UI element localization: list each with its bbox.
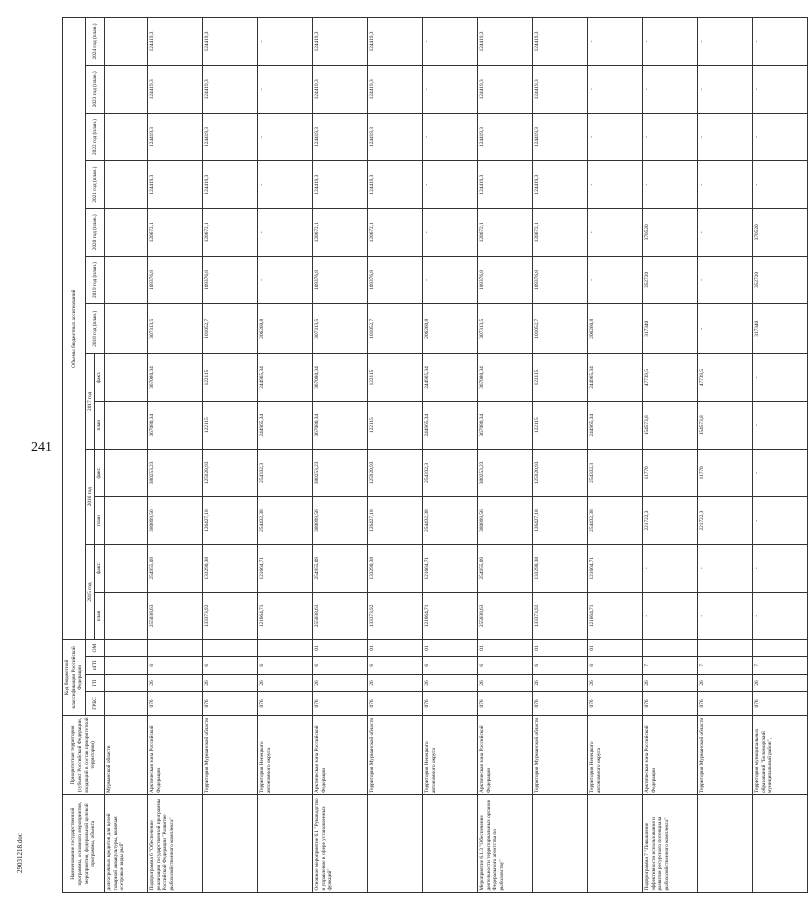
cell-gp: 26 [698, 674, 753, 692]
cell-y2020: 120672,1 [478, 208, 533, 256]
cell-f2016: 380253,23 [478, 449, 533, 497]
header-2019: 2019 год (план.) [85, 256, 104, 304]
cell-p2016: - [753, 497, 808, 545]
cell-f2015: 133290,38 [533, 544, 588, 592]
cell-om: 01 [533, 640, 588, 657]
cell-y2020: - [588, 208, 643, 256]
cell-name: Подпрограмма 6 "Обеспечение реализации государственной программы Российской Федерации "Развитие рыбохозяйственного комплекса" [148, 795, 203, 893]
cell-p2015: 255038,63 [478, 592, 533, 640]
cell-y2022: - [753, 113, 808, 161]
cell-grbs: 076 [368, 692, 423, 715]
header-territory: Приоритетная территория (субъект Российской Федерации, входящий в состав приоритетной территории) [63, 715, 105, 795]
cell-y2020 [105, 208, 148, 256]
cell-name [258, 795, 313, 893]
cell-y2019: - [423, 256, 478, 304]
table-row [368, 18, 423, 893]
cell-f2015: 254955,09 [148, 544, 203, 592]
cell-gp: 26 [203, 674, 258, 692]
cell-y2023: - [423, 65, 478, 113]
cell-om: 01 [478, 640, 533, 657]
cell-y2022 [105, 113, 148, 161]
cell-y2023: - [643, 65, 698, 113]
cell-om [203, 640, 258, 657]
cell-gp: 26 [643, 674, 698, 692]
cell-f2016: 254332,3 [258, 449, 313, 497]
cell-om [698, 640, 753, 657]
cell-pgp: 6 [313, 656, 368, 674]
cell-y2020: 120672,1 [368, 208, 423, 256]
cell-pgp: 7 [698, 656, 753, 674]
cell-y2022: 124419,3 [313, 113, 368, 161]
cell-f2016: 254332,3 [423, 449, 478, 497]
cell-f2017 [105, 354, 148, 402]
cell-p2016: 126427,18 [203, 497, 258, 545]
cell-pgp: 6 [203, 656, 258, 674]
cell-p2016: 254432,38 [258, 497, 313, 545]
cell-p2015: 133373,92 [368, 592, 423, 640]
cell-om [753, 640, 808, 657]
cell-f2017: 367080,34 [148, 354, 203, 402]
cell-p2017: 244965,34 [423, 401, 478, 449]
cell-y2023: - [258, 65, 313, 113]
cell-p2017: 122115 [533, 401, 588, 449]
cell-p2016: 126427,18 [533, 497, 588, 545]
cell-f2017: 367080,34 [313, 354, 368, 402]
cell-pgp: 6 [533, 656, 588, 674]
cell-grbs [105, 692, 148, 715]
cell-y2018: 206260,8 [588, 304, 643, 354]
header-2017-plan: план [95, 401, 105, 449]
cell-y2018: 206260,8 [423, 304, 478, 354]
cell-territory: Территория Мурманской области [533, 715, 588, 795]
cell-y2018: 307313,5 [148, 304, 203, 354]
cell-y2023: - [753, 65, 808, 113]
cell-p2017: 122115 [368, 401, 423, 449]
cell-gp: 26 [423, 674, 478, 692]
cell-y2023: 124419,3 [313, 65, 368, 113]
table-row [698, 18, 753, 893]
table-body [105, 18, 808, 893]
cell-f2015 [105, 544, 148, 592]
cell-y2019: 109376,8 [203, 256, 258, 304]
cell-name [423, 795, 478, 893]
cell-f2016: 380253,23 [148, 449, 203, 497]
cell-y2022: - [588, 113, 643, 161]
cell-p2015: 121664,71 [423, 592, 478, 640]
cell-y2021: 124419,3 [148, 161, 203, 209]
header-pgp: пГП [85, 656, 104, 674]
cell-om [148, 640, 203, 657]
document-id: 29031218.doc [16, 833, 24, 873]
cell-y2019: 109376,8 [478, 256, 533, 304]
cell-gp: 26 [588, 674, 643, 692]
cell-name: Основное мероприятие 6.1 "Руководство и управление в сфере установленных функций" [313, 795, 368, 893]
rotated-budget-table [62, 17, 774, 893]
header-2018: 2018 год (план.) [85, 304, 104, 354]
cell-om: 01 [423, 640, 478, 657]
cell-y2024: - [258, 18, 313, 66]
cell-p2017: 154573,8 [643, 401, 698, 449]
cell-y2021: 124419,3 [368, 161, 423, 209]
cell-f2016: 380253,23 [313, 449, 368, 497]
cell-y2018 [105, 304, 148, 354]
cell-f2016: 125920,93 [533, 449, 588, 497]
cell-f2015: - [643, 544, 698, 592]
cell-y2018: 101052,7 [203, 304, 258, 354]
cell-grbs: 076 [313, 692, 368, 715]
cell-p2015: - [753, 592, 808, 640]
cell-y2024: - [423, 18, 478, 66]
cell-f2015: - [753, 544, 808, 592]
cell-f2017: 244965,34 [423, 354, 478, 402]
cell-p2015: 255038,63 [148, 592, 203, 640]
cell-y2018: 307313,5 [313, 304, 368, 354]
cell-pgp: 6 [148, 656, 203, 674]
cell-pgp: 6 [423, 656, 478, 674]
cell-f2015: 133290,38 [368, 544, 423, 592]
cell-grbs: 076 [478, 692, 533, 715]
cell-y2020: 370520 [753, 208, 808, 256]
cell-f2016 [105, 449, 148, 497]
cell-y2021: - [698, 161, 753, 209]
cell-territory: Арктическая зона Российской Федерации [643, 715, 698, 795]
cell-y2023 [105, 65, 148, 113]
cell-p2017: 244965,34 [258, 401, 313, 449]
cell-f2017: 122115 [533, 354, 588, 402]
cell-y2019: 352720 [753, 256, 808, 304]
cell-f2017: 47739,5 [643, 354, 698, 402]
cell-y2023: 124419,3 [478, 65, 533, 113]
cell-y2022: 124419,3 [368, 113, 423, 161]
cell-grbs: 076 [203, 692, 258, 715]
cell-y2024: - [643, 18, 698, 66]
cell-pgp [105, 656, 148, 674]
cell-y2021: - [753, 161, 808, 209]
header-code-group: Код бюджетной классификации Российской Федерации [63, 640, 86, 715]
cell-p2017: 367080,34 [478, 401, 533, 449]
cell-y2020: - [423, 208, 478, 256]
cell-y2024: 124419,3 [533, 18, 588, 66]
cell-y2022: 124419,3 [148, 113, 203, 161]
cell-om: 01 [588, 640, 643, 657]
cell-y2024 [105, 18, 148, 66]
table-row [478, 18, 533, 893]
cell-f2015: 254955,09 [313, 544, 368, 592]
cell-f2015: 121664,71 [258, 544, 313, 592]
cell-name [698, 795, 753, 893]
cell-gp: 26 [478, 674, 533, 692]
header-grbs: ГРБС [85, 692, 104, 715]
header-2016-fact: факт. [95, 449, 105, 497]
table-row [588, 18, 643, 893]
cell-f2016: - [753, 449, 808, 497]
header-2023: 2023 год (план.) [85, 65, 104, 113]
cell-y2024: 124419,3 [368, 18, 423, 66]
cell-gp: 26 [368, 674, 423, 692]
cell-y2020: 120672,1 [203, 208, 258, 256]
page-number: 241 [31, 440, 52, 455]
table-row [203, 18, 258, 893]
cell-p2017: 244965,34 [588, 401, 643, 449]
cell-gp [105, 674, 148, 692]
cell-p2015: - [698, 592, 753, 640]
cell-territory: Арктическая зона Российской Федерации [148, 715, 203, 795]
cell-pgp: 6 [478, 656, 533, 674]
cell-p2016: 254432,38 [588, 497, 643, 545]
cell-y2021: - [643, 161, 698, 209]
cell-y2022: - [643, 113, 698, 161]
cell-y2024: - [698, 18, 753, 66]
cell-om [258, 640, 313, 657]
cell-gp: 26 [258, 674, 313, 692]
cell-y2019 [105, 256, 148, 304]
cell-p2016: 221722,3 [698, 497, 753, 545]
cell-grbs: 076 [643, 692, 698, 715]
cell-f2017: 47739,5 [698, 354, 753, 402]
cell-name: Подпрограмма 7 "Повышение эффективности использования и развития ресурсного потенциала рыбохозяйственного комплекса" [643, 795, 698, 893]
table-row [423, 18, 478, 893]
cell-f2016: 11770 [643, 449, 698, 497]
cell-p2015: 121664,71 [258, 592, 313, 640]
cell-territory: Территория Ненецкого автономного округа [423, 715, 478, 795]
cell-y2018: 206260,8 [258, 304, 313, 354]
cell-f2017: 367080,34 [478, 354, 533, 402]
cell-y2021: 124419,3 [478, 161, 533, 209]
cell-grbs: 076 [258, 692, 313, 715]
cell-y2022: 124419,3 [533, 113, 588, 161]
cell-name: долгосрочных кредитов для целей товарной аквакультуры, включая осетровые виды рыб" [105, 795, 148, 893]
cell-f2016: 11770 [698, 449, 753, 497]
cell-f2015: 254955,09 [478, 544, 533, 592]
cell-y2020: - [698, 208, 753, 256]
cell-y2020: 120672,1 [313, 208, 368, 256]
cell-territory: Мурманской области [105, 715, 148, 795]
cell-y2022: - [423, 113, 478, 161]
cell-pgp: 6 [588, 656, 643, 674]
cell-y2018: 101052,7 [533, 304, 588, 354]
cell-y2021: - [588, 161, 643, 209]
cell-y2023: 124419,3 [203, 65, 258, 113]
cell-gp: 26 [533, 674, 588, 692]
cell-territory: Арктическая зона Российской Федерации [478, 715, 533, 795]
cell-p2016: 380899,56 [148, 497, 203, 545]
cell-p2016 [105, 497, 148, 545]
cell-p2016: 254432,38 [423, 497, 478, 545]
table-row [533, 18, 588, 893]
table-row [148, 18, 203, 893]
header-2021: 2021 год (план.) [85, 161, 104, 209]
cell-p2015: 133373,92 [533, 592, 588, 640]
cell-name [203, 795, 258, 893]
cell-y2019: 352720 [643, 256, 698, 304]
cell-y2024: 124419,3 [148, 18, 203, 66]
cell-p2016: 126427,18 [368, 497, 423, 545]
cell-y2023: 124419,3 [148, 65, 203, 113]
cell-territory: Территория Мурманской области [698, 715, 753, 795]
cell-y2023: 124419,3 [368, 65, 423, 113]
header-budget-group: Объемы бюджетных ассигнований [63, 18, 86, 640]
cell-y2019: 109376,8 [368, 256, 423, 304]
header-2015: 2015 год [85, 544, 95, 639]
cell-y2024: - [753, 18, 808, 66]
cell-grbs: 076 [698, 692, 753, 715]
cell-y2021 [105, 161, 148, 209]
cell-p2017: 367080,34 [313, 401, 368, 449]
cell-y2024: 124419,3 [478, 18, 533, 66]
cell-om [643, 640, 698, 657]
cell-om: 01 [368, 640, 423, 657]
cell-name [533, 795, 588, 893]
cell-name [753, 795, 808, 893]
cell-y2021: - [423, 161, 478, 209]
cell-f2015: - [698, 544, 753, 592]
cell-y2018: 101052,7 [368, 304, 423, 354]
cell-y2021: 124419,3 [533, 161, 588, 209]
cell-y2022: - [698, 113, 753, 161]
cell-name: Мероприятие 6.1.3 "Обеспечение деятельности территориальных органов Федерального агентства по рыболовству" [478, 795, 533, 893]
cell-om [105, 640, 148, 657]
cell-y2018: 307313,5 [478, 304, 533, 354]
cell-p2017: 367080,34 [148, 401, 203, 449]
cell-grbs: 076 [423, 692, 478, 715]
cell-f2015: 121664,71 [588, 544, 643, 592]
table-header [63, 18, 105, 893]
table-row [105, 18, 148, 893]
cell-p2016: 380899,56 [478, 497, 533, 545]
cell-y2023: - [588, 65, 643, 113]
cell-p2016: 380899,56 [313, 497, 368, 545]
cell-gp: 26 [313, 674, 368, 692]
cell-p2015: 121664,71 [588, 592, 643, 640]
cell-pgp: 6 [368, 656, 423, 674]
cell-y2020: - [258, 208, 313, 256]
cell-p2015 [105, 592, 148, 640]
cell-grbs: 076 [753, 692, 808, 715]
cell-p2015: - [643, 592, 698, 640]
table-row [258, 18, 313, 893]
cell-p2016: 221722,3 [643, 497, 698, 545]
cell-y2024: 124419,3 [203, 18, 258, 66]
table-row [643, 18, 698, 893]
cell-f2015: 121664,71 [423, 544, 478, 592]
header-2017: 2017 год [85, 354, 95, 449]
cell-y2019: 109376,8 [533, 256, 588, 304]
cell-grbs: 076 [533, 692, 588, 715]
cell-p2017: - [753, 401, 808, 449]
cell-f2017: 122115 [203, 354, 258, 402]
cell-f2017: 244965,34 [588, 354, 643, 402]
cell-p2017: 154573,8 [698, 401, 753, 449]
cell-y2018: 317340 [643, 304, 698, 354]
cell-territory: Территория Мурманской области [203, 715, 258, 795]
cell-y2022: 124419,3 [203, 113, 258, 161]
table-row [753, 18, 808, 893]
header-2020: 2020 год (план.) [85, 208, 104, 256]
cell-y2019: - [698, 256, 753, 304]
cell-y2019: - [588, 256, 643, 304]
cell-y2019: - [258, 256, 313, 304]
header-2015-plan: план [95, 592, 105, 640]
cell-y2020: 120672,1 [533, 208, 588, 256]
cell-f2017: - [753, 354, 808, 402]
cell-grbs: 076 [148, 692, 203, 715]
cell-f2017: 122115 [368, 354, 423, 402]
cell-y2020: 120672,1 [148, 208, 203, 256]
cell-territory: Территория Ненецкого автономного округа [258, 715, 313, 795]
cell-f2015: 133290,38 [203, 544, 258, 592]
cell-gp: 26 [753, 674, 808, 692]
cell-y2018: - [698, 304, 753, 354]
cell-p2015: 255038,63 [313, 592, 368, 640]
cell-om: 01 [313, 640, 368, 657]
cell-name [588, 795, 643, 893]
table-row [313, 18, 368, 893]
cell-p2017: 122115 [203, 401, 258, 449]
cell-territory: Территория Мурманской области [368, 715, 423, 795]
header-2017-fact: факт. [95, 354, 105, 402]
cell-y2024: 124419,3 [313, 18, 368, 66]
header-2016-plan: план [95, 497, 105, 545]
cell-p2015: 133373,92 [203, 592, 258, 640]
cell-territory: Арктическая зона Российской Федерации [313, 715, 368, 795]
header-2016: 2016 год [85, 449, 95, 544]
cell-y2022: - [258, 113, 313, 161]
cell-territory: Территория муниципальных образований "Беломорский муниципальный район", [753, 715, 808, 795]
cell-y2023: 124419,3 [533, 65, 588, 113]
header-name: Наименование государственной программы, основного мероприятия, мероприятия, федеральной целевой программы, объекта [63, 795, 105, 893]
cell-y2022: 124419,3 [478, 113, 533, 161]
cell-territory: Территория Ненецкого автономного округа [588, 715, 643, 795]
cell-y2018: 317340 [753, 304, 808, 354]
header-2022: 2022 год (план.) [85, 113, 104, 161]
cell-y2020: 370520 [643, 208, 698, 256]
cell-y2024: - [588, 18, 643, 66]
header-om: ОМ [85, 640, 104, 657]
cell-y2019: 109376,8 [148, 256, 203, 304]
cell-y2023: - [698, 65, 753, 113]
cell-f2017: 244965,34 [258, 354, 313, 402]
cell-y2021: 124419,3 [313, 161, 368, 209]
cell-f2016: 254332,3 [588, 449, 643, 497]
cell-pgp: 7 [753, 656, 808, 674]
cell-p2017 [105, 401, 148, 449]
cell-name [368, 795, 423, 893]
budget-table [62, 17, 808, 893]
cell-y2021: 124419,3 [203, 161, 258, 209]
cell-gp: 26 [148, 674, 203, 692]
cell-f2016: 125920,93 [368, 449, 423, 497]
cell-grbs: 076 [588, 692, 643, 715]
cell-y2021: - [258, 161, 313, 209]
cell-pgp: 6 [258, 656, 313, 674]
cell-y2019: 109376,8 [313, 256, 368, 304]
header-2024: 2024 год (план.) [85, 18, 104, 66]
cell-pgp: 7 [643, 656, 698, 674]
cell-f2016: 125920,93 [203, 449, 258, 497]
header-2015-fact: факт. [95, 544, 105, 592]
header-gp: ГП [85, 674, 104, 692]
